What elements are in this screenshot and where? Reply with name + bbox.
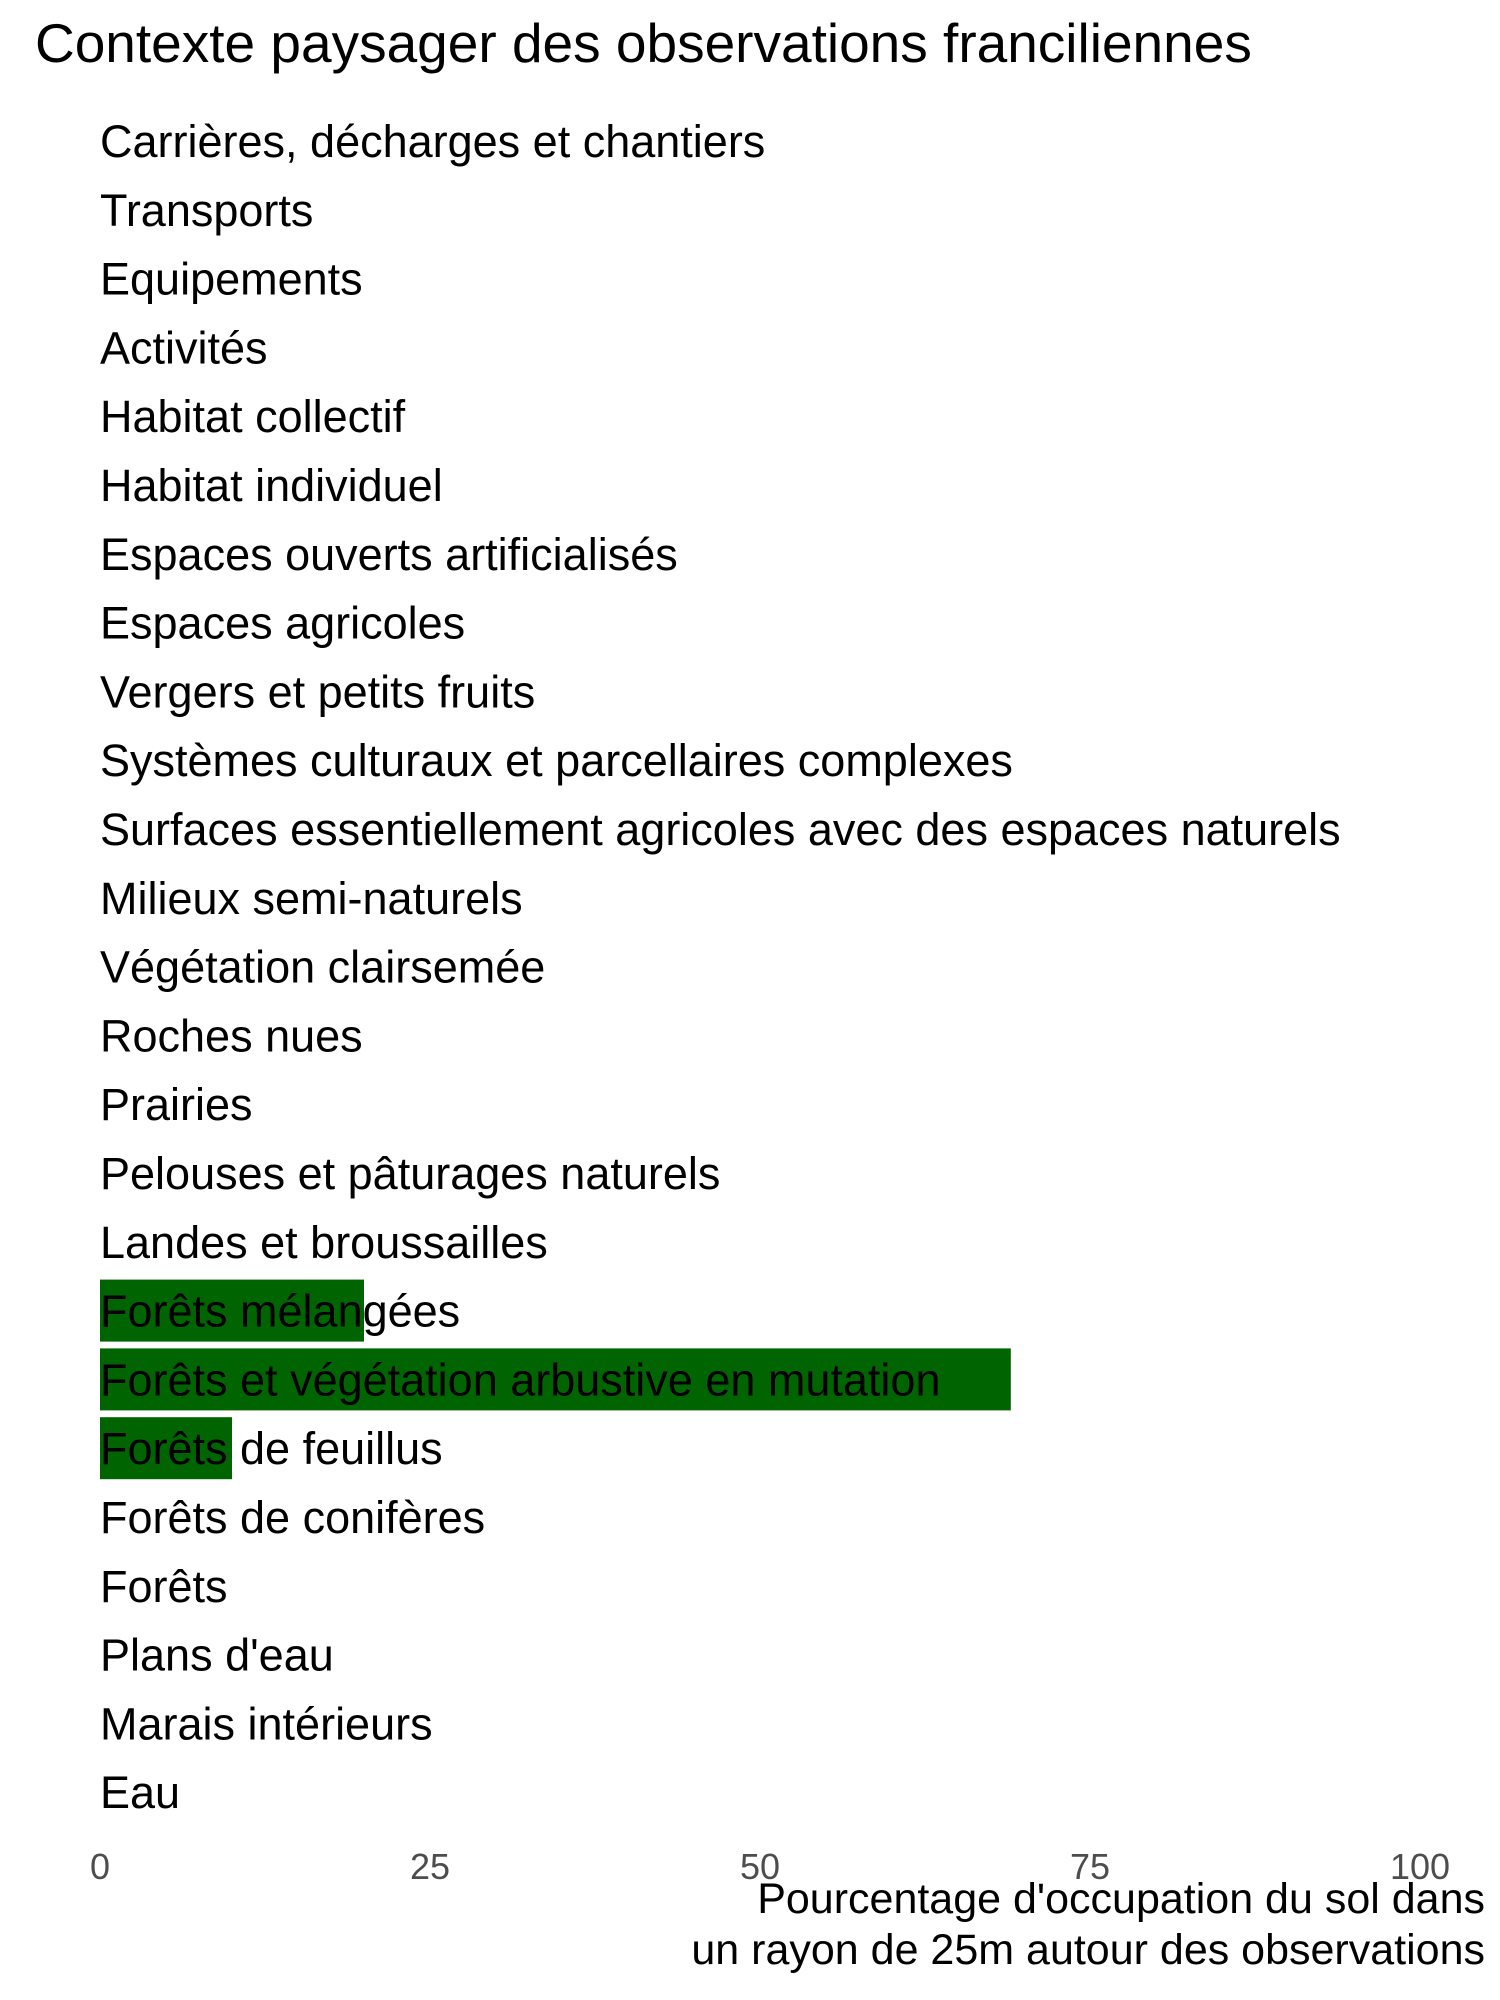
category-label: Vergers et petits fruits xyxy=(100,666,536,718)
x-tick-label: 50 xyxy=(739,1846,781,1887)
category-label: Milieux semi-naturels xyxy=(100,872,523,924)
category-label: Surfaces essentiellement agricoles avec des espaces naturels xyxy=(100,804,1341,855)
category-label: Pelouses et pâturages naturels xyxy=(100,1148,721,1199)
category-label: Habitat individuel xyxy=(100,460,443,511)
category-label: Plans d'eau xyxy=(100,1629,334,1681)
category-label: Carrières, décharges et chantiers xyxy=(100,116,766,167)
category-label: Forêts et végétation arbustive en mutation xyxy=(100,1354,941,1406)
category-labels xyxy=(100,116,1341,1818)
category-label: Forêts de feuillus xyxy=(100,1423,443,1475)
category-label: Forêts xyxy=(100,1560,228,1612)
category-label: Habitat collectif xyxy=(100,391,406,443)
category-label: Roches nues xyxy=(100,1010,363,1062)
category-label: Espaces agricoles xyxy=(100,597,466,649)
chart-title: Contexte paysager des observations franciliennes xyxy=(35,12,1252,74)
x-tick-label: 0 xyxy=(89,1846,111,1887)
category-label: Forêts de conifères xyxy=(100,1492,486,1543)
x-tick-label: 75 xyxy=(1069,1846,1111,1887)
category-label: Systèmes culturaux et parcellaires complexes xyxy=(100,735,1013,787)
category-label: Végétation clairsemée xyxy=(100,941,546,993)
category-label: Transports xyxy=(100,184,314,236)
category-label: Marais intérieurs xyxy=(100,1698,433,1750)
category-label: Landes et broussailles xyxy=(100,1216,548,1268)
category-label: Equipements xyxy=(100,253,363,305)
x-axis-label-line-2: un rayon de 25m autour des observations xyxy=(691,1926,1485,1974)
category-label: Eau xyxy=(100,1767,181,1819)
x-tick-label: 100 xyxy=(1389,1846,1451,1887)
x-axis-label-line-1: Pourcentage d'occupation du sol dans xyxy=(757,1875,1485,1923)
category-label: Activités xyxy=(100,322,268,374)
x-tick-label: 25 xyxy=(409,1846,451,1887)
category-label: Espaces ouverts artificialisés xyxy=(100,528,678,580)
category-label: Prairies xyxy=(100,1079,253,1131)
category-label: Forêts mélangées xyxy=(100,1285,461,1337)
